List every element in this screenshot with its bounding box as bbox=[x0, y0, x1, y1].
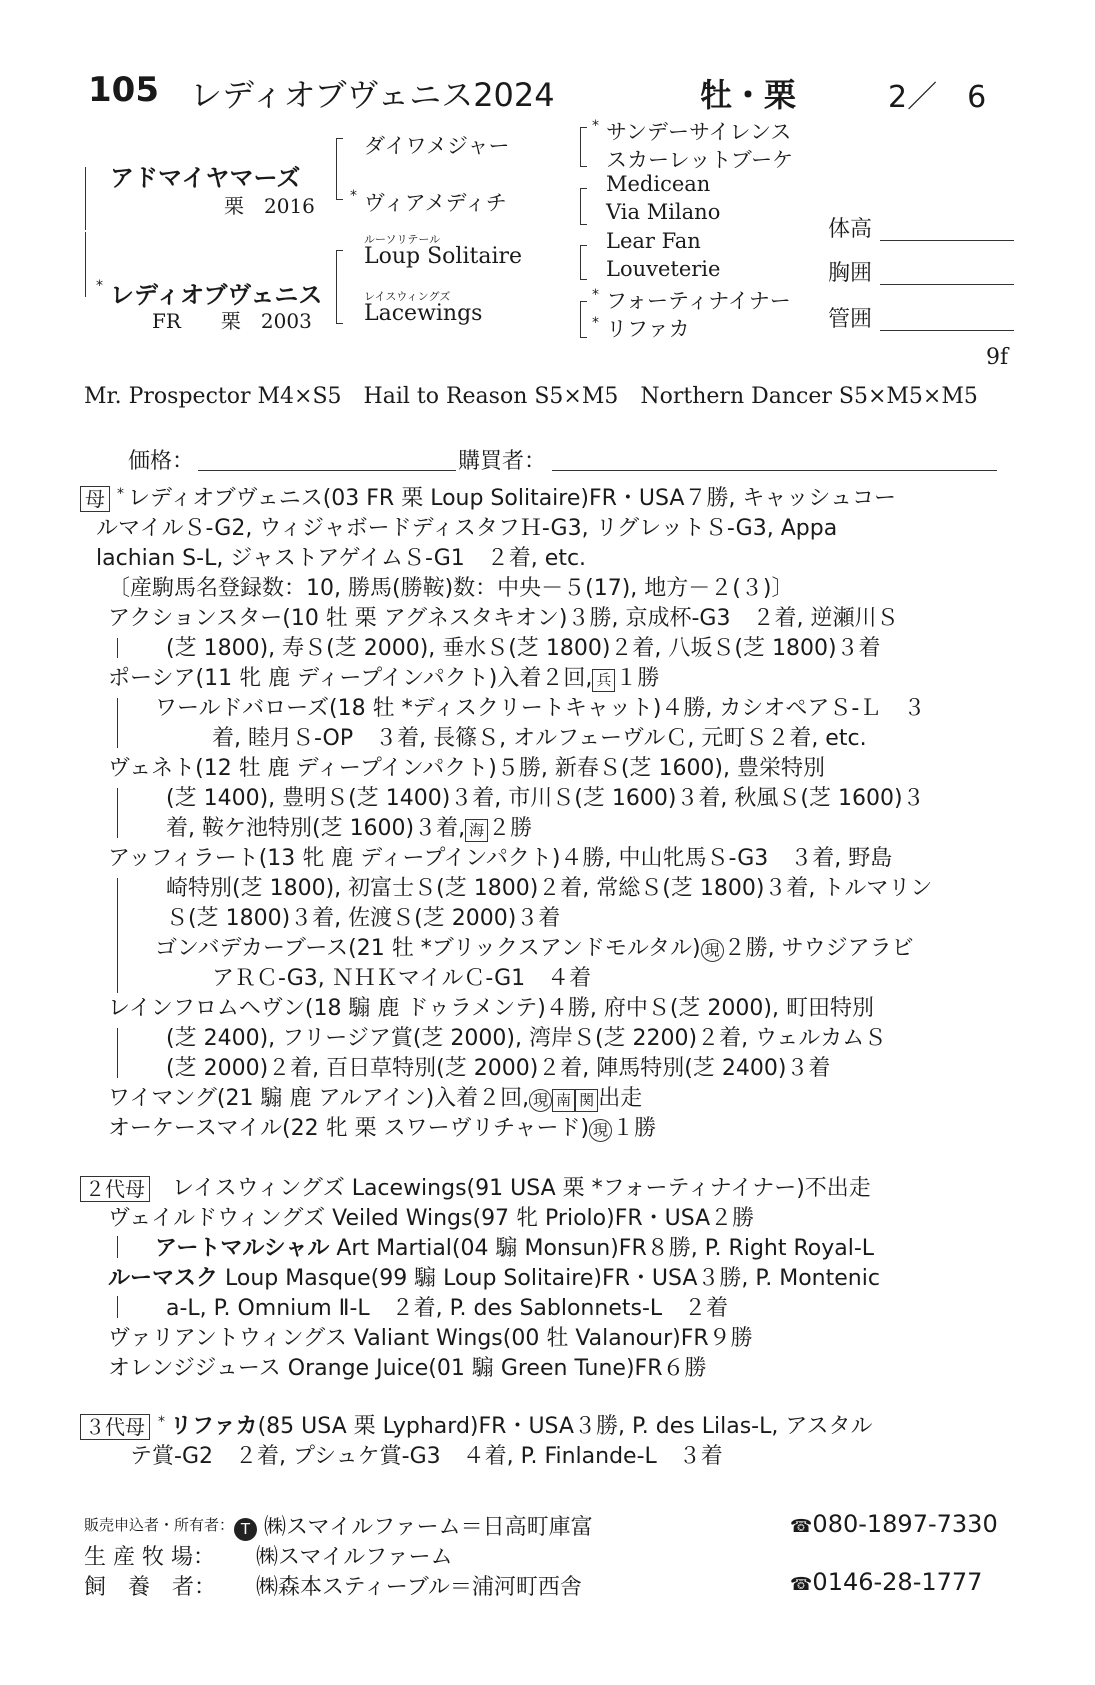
third-dam-tag: ３代母 bbox=[80, 1414, 150, 1440]
second-dam-line-2: ヴェイルドウィングズ Veiled Wings(97 牝 Priolo)FR・USA２勝 bbox=[108, 1206, 755, 1231]
g3-5: Lear Fan bbox=[606, 229, 701, 253]
sire-sire: ダイワメジャー bbox=[364, 134, 510, 158]
dam-line-2: ルマイルＳ-G2, ウィジャボードディスタフＨ-G3, リグレットＳ-G3, Appa bbox=[96, 516, 838, 541]
dam-line-12: 着, 鞍ケ池特別(芝 1600)３着, 海 ２勝 bbox=[166, 816, 533, 841]
owner-info: T ㈱スマイルファーム＝日高町庫富 bbox=[234, 1510, 593, 1541]
price-label: 価格： bbox=[128, 449, 195, 474]
second-dam-line-4: ルーマスク Loup Masque(99 騸 Loup Solitaire)FR・USA３勝, P. Montenic bbox=[108, 1266, 880, 1291]
sex-color: 牡・栗 bbox=[700, 76, 797, 114]
second-dam-line-1: レイスウィングズ Lacewings(91 USA 栗 *フォーティナイナー)不出走 bbox=[172, 1176, 871, 1201]
third-dam-line-2: テ賞-G2 ２着, プシュケ賞-G3 ４着, P. Finlande-L ３着 bbox=[130, 1444, 723, 1469]
third-dam-line-1: リファカ(85 USA 栗 Lyphard)FR・USA３勝, P. des Lilas-L, アスタル bbox=[170, 1414, 873, 1439]
dam-line-14: 崎特別(芝 1800), 初富士Ｓ(芝 1800)２着, 常総Ｓ(芝 1800)３着, トルマリン bbox=[166, 876, 933, 901]
g3-8: リファカ bbox=[606, 317, 690, 341]
dam-line-4: 〔産駒馬名登録数：10, 勝馬(勝鞍)数：中央－５(17), 地方－２(３)〕 bbox=[108, 576, 794, 601]
owner-phone: ☎080-1897-7330 bbox=[790, 1510, 998, 1538]
breeder-phone: ☎0146-28-1777 bbox=[790, 1568, 983, 1596]
dam-name: レディオブヴェニス bbox=[110, 281, 323, 309]
sire-name: アドマイヤマーズ bbox=[110, 164, 301, 192]
family-number: 9f bbox=[986, 345, 1009, 370]
dam-line-3: lachian S-L, ジャストアゲイムＳ-G1 ２着, etc. bbox=[96, 546, 587, 571]
dam-line-22: オーケースマイル(22 牝 栗 スワーヴリチャード) 現 １勝 bbox=[108, 1116, 657, 1141]
dam-line-7: ポーシア(11 牝 鹿 ディープインパクト)入着２回, 兵 １勝 bbox=[108, 666, 660, 691]
phone-icon: ☎ bbox=[790, 1574, 813, 1595]
g3-1: サンデーサイレンス bbox=[606, 120, 792, 144]
g3-3: Medicean bbox=[606, 172, 711, 196]
import-mark: * bbox=[96, 278, 103, 294]
dam-line-5: アクションスター(10 牡 栗 アグネスタキオン)３勝, 京成杯-G3 ２着, 逆瀬川Ｓ bbox=[108, 606, 899, 631]
dam-line-16: ゴンバデカーブース(21 牡 *ブリックスアンドモルタル) 現 ２勝, サウジアラビ bbox=[155, 936, 914, 961]
dam-line-17: アＲＣ-G3, ＮＨＫマイルＣ-G1 ４着 bbox=[212, 966, 592, 991]
height-label: 体高 bbox=[828, 217, 873, 242]
second-dam-line-7: オレンジジュース Orange Juice(01 騸 Green Tune)FR６勝 bbox=[108, 1356, 707, 1381]
dam-line-11: (芝 1400), 豊明Ｓ(芝 1400)３着, 市川Ｓ(芝 1600)３着, 秋風Ｓ(芝 1600)３ bbox=[166, 786, 925, 811]
farm-name: ㈱スマイルファーム bbox=[256, 1545, 453, 1570]
current-mark: 現 bbox=[529, 1089, 552, 1112]
dam-line-20: (芝 2000)２着, 百日草特別(芝 2000)２着, 陣馬特別(芝 2400)３着 bbox=[166, 1056, 831, 1081]
overseas-mark: 海 bbox=[465, 819, 488, 842]
g3-4: Via Milano bbox=[606, 200, 721, 224]
dam-dam-ruby: レイスウィングズ bbox=[364, 290, 451, 303]
dam-sire-ruby: ルーソリテール bbox=[364, 233, 441, 246]
girth-label: 胸囲 bbox=[828, 261, 873, 286]
buyer-field[interactable] bbox=[552, 470, 997, 471]
dam-info: FR 栗 2003 bbox=[152, 309, 312, 333]
dam-line-15: Ｓ(芝 1800)３着, 佐渡Ｓ(芝 2000)３着 bbox=[166, 906, 561, 931]
dam-line-18: レインフロムヘヴン(18 騸 鹿 ドゥラメンテ)４勝, 府中Ｓ(芝 2000), 町田特別 bbox=[108, 996, 874, 1021]
dam-line-13: アッフィラート(13 牝 鹿 ディープインパクト)４勝, 中山牝馬Ｓ-G3 ３着, 野島 bbox=[108, 846, 893, 871]
cannon-field[interactable] bbox=[880, 330, 1014, 331]
dam-sire: Loup Solitaire bbox=[364, 244, 523, 269]
farm-label: 生 産 牧 場： bbox=[84, 1545, 215, 1570]
horse-name: レディオブヴェニス2024 bbox=[190, 76, 555, 114]
dam-line-1: レディオブヴェニス(03 FR 栗 Loup Solitaire)FR・USA７勝, キャッシュコー bbox=[128, 486, 896, 511]
lot-number: 105 bbox=[88, 70, 159, 110]
buyer-label: 購買者： bbox=[458, 449, 547, 474]
page-indicator: 2／ 6 bbox=[888, 80, 987, 115]
nankan-mark-1: 南 bbox=[552, 1089, 575, 1112]
dam-line-21: ワイマング(21 騸 鹿 アルアイン)入着２回, 現 南 関 出走 bbox=[108, 1086, 643, 1111]
dam-line-10: ヴェネト(12 牡 鹿 ディープインパクト)５勝, 新春Ｓ(芝 1600), 豊栄特別 bbox=[108, 756, 826, 781]
nankan-mark-2: 関 bbox=[575, 1089, 598, 1112]
dam-dam: Lacewings bbox=[364, 301, 483, 326]
second-dam-line-3: アートマルシャル Art Martial(04 騸 Monsun)FR８勝, P. Right Royal-L bbox=[155, 1236, 875, 1261]
height-field[interactable] bbox=[880, 240, 1014, 241]
inbreeding: Mr. Prospector M4×S5 Hail to Reason S5×M5 Northern Dancer S5×M5×M5 bbox=[84, 384, 978, 409]
second-dam-tag: ２代母 bbox=[80, 1176, 150, 1202]
sire-info: 栗 2016 bbox=[224, 194, 315, 218]
breeder-name: ㈱森本スティーブル＝浦河町西舎 bbox=[256, 1575, 582, 1600]
dam-tag: 母 bbox=[80, 486, 110, 512]
owner-label: 販売申込者・所有者： bbox=[84, 1516, 235, 1534]
phone-icon: ☎ bbox=[790, 1516, 813, 1537]
hyogo-mark: 兵 bbox=[592, 669, 615, 692]
train-station-icon: T bbox=[234, 1518, 257, 1541]
dam-line-19: (芝 2400), フリージア賞(芝 2000), 湾岸Ｓ(芝 2200)２着, ウェルカムＳ bbox=[166, 1026, 887, 1051]
g3-2: スカーレットブーケ bbox=[606, 148, 794, 172]
sire-dam: ヴィアメディチ bbox=[364, 191, 507, 215]
dam-line-8: ワールドバローズ(18 牡 *ディスクリートキャット)４勝, カシオペアＳ-Ｌ ３ bbox=[155, 696, 926, 721]
current-mark: 現 bbox=[589, 1119, 612, 1142]
dam-line-9: 着, 睦月Ｓ-OP ３着, 長篠Ｓ, オルフェーヴルＣ, 元町Ｓ２着, etc. bbox=[212, 726, 867, 751]
g3-7: フォーティナイナー bbox=[606, 289, 791, 313]
second-dam-line-5: a-L, P. Omnium Ⅱ-L ２着, P. des Sablonnets-L ２着 bbox=[166, 1296, 729, 1321]
girth-field[interactable] bbox=[880, 284, 1014, 285]
second-dam-line-6: ヴァリアントウィングス Valiant Wings(00 牡 Valanour)FR９勝 bbox=[108, 1326, 753, 1351]
cannon-label: 管囲 bbox=[828, 307, 873, 332]
price-field[interactable] bbox=[198, 470, 456, 471]
breeder-label: 飼 養 者： bbox=[84, 1575, 217, 1600]
current-mark: 現 bbox=[701, 939, 724, 962]
g3-6: Louveterie bbox=[606, 257, 721, 281]
dam-line-6: (芝 1800), 寿Ｓ(芝 2000), 垂水Ｓ(芝 1800)２着, 八坂Ｓ(芝 1800)３着 bbox=[166, 636, 881, 661]
